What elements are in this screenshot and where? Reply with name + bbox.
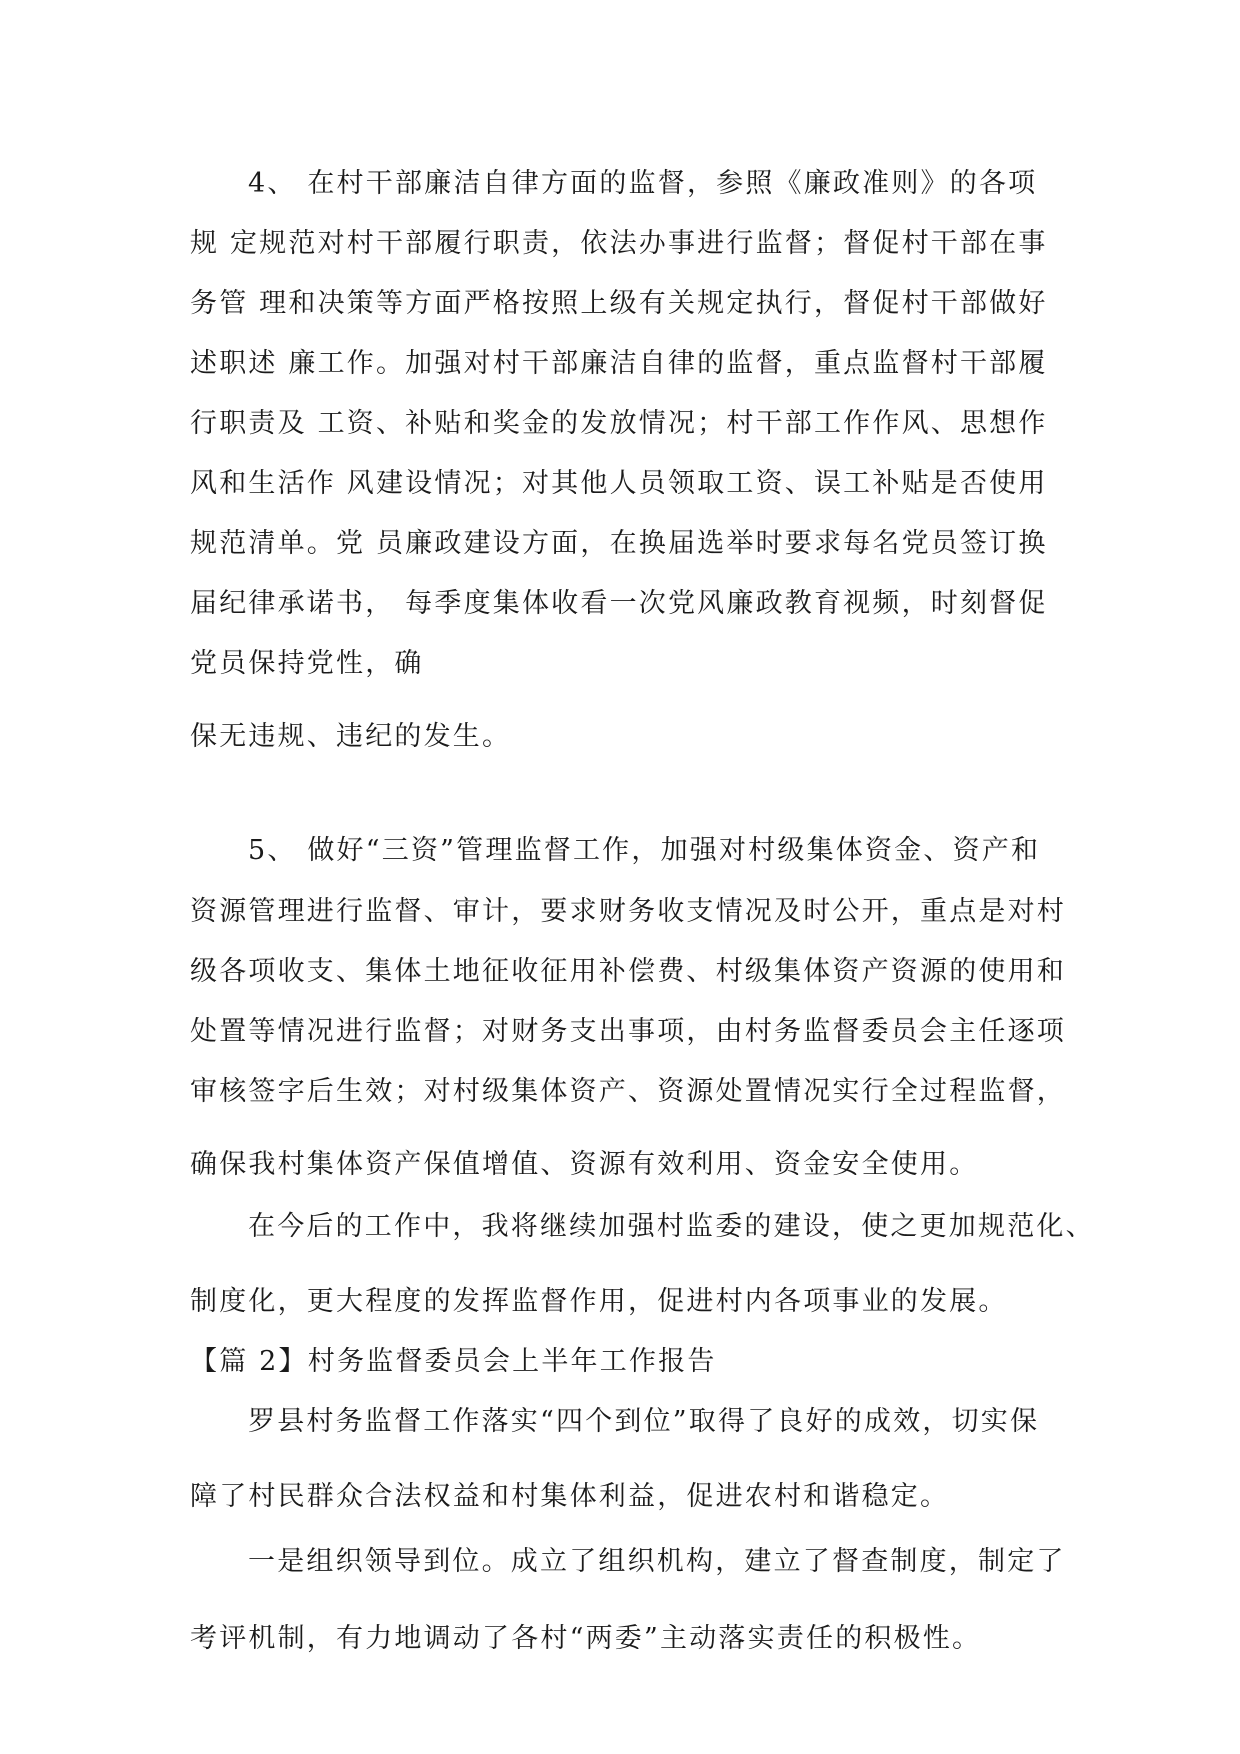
paragraph-4-line-6: 风和生活作 风建设情况；对其他人员领取工资、误工补贴是否使用 (190, 468, 1048, 499)
paragraph-5-line-3: 级各项收支、集体土地征收征用补偿费、村级集体资产资源的使用和 (190, 956, 1066, 987)
report-intro-line-1: 罗县村务监督工作落实“四个到位”取得了良好的成效，切实保 (248, 1406, 1040, 1437)
paragraph-5-line-6: 确保我村集体资产保值增值、资源有效利用、资金安全使用。 (190, 1149, 979, 1180)
paragraph-5-line-5: 审核签字后生效；对村级集体资产、资源处置情况实行全过程监督， (190, 1076, 1066, 1107)
paragraph-5-line-4: 处置等情况进行监督；对财务支出事项，由村务监督委员会主任逐项 (190, 1016, 1066, 1047)
paragraph-4-line-5: 行职责及 工资、补贴和奖金的发放情况；村干部工作作风、思想作 (190, 408, 1048, 439)
paragraph-4-line-10: 保无违规、违纪的发生。 (190, 721, 512, 752)
closing-paragraph-line-2: 制度化，更大程度的发挥监督作用，促进村内各项事业的发展。 (190, 1286, 1008, 1317)
paragraph-4-line-8: 届纪律承诺书， 每季度集体收看一次党风廉政教育视频，时刻督促 (190, 588, 1048, 619)
paragraph-4-line-2: 规 定规范对村干部履行职责，依法办事进行监督；督促村干部在事 (190, 228, 1048, 259)
paragraph-4-line-4: 述职述 廉工作。加强对村干部廉洁自律的监督，重点监督村干部履 (190, 348, 1048, 379)
paragraph-4-line-1: 4、 在村干部廉洁自律方面的监督，参照《廉政准则》的各项 (248, 168, 1038, 199)
paragraph-4-line-3: 务管 理和决策等方面严格按照上级有关规定执行，督促村干部做好 (190, 288, 1048, 319)
paragraph-4-line-7: 规范清单。党 员廉政建设方面，在换届选举时要求每名党员签订换 (190, 528, 1048, 559)
report-intro-line-2: 障了村民群众合法权益和村集体利益，促进农村和谐稳定。 (190, 1481, 950, 1512)
section-heading: 【篇 2】村务监督委员会上半年工作报告 (190, 1346, 717, 1377)
paragraph-5-line-2: 资源管理进行监督、审计，要求财务收支情况及时公开，重点是对村 (190, 896, 1066, 927)
closing-paragraph-line-1: 在今后的工作中，我将继续加强村监委的建设，使之更加规范化、 (248, 1211, 1095, 1242)
point-one-line-1: 一是组织领导到位。成立了组织机构，建立了督查制度，制定了 (248, 1546, 1066, 1577)
point-one-line-2: 考评机制，有力地调动了各村“两委”主动落实责任的积极性。 (190, 1623, 982, 1654)
paragraph-5-line-1: 5、 做好“三资”管理监督工作，加强对村级集体资金、资产和 (248, 835, 1041, 866)
paragraph-4-line-9: 党员保持党性，确 (190, 648, 424, 679)
